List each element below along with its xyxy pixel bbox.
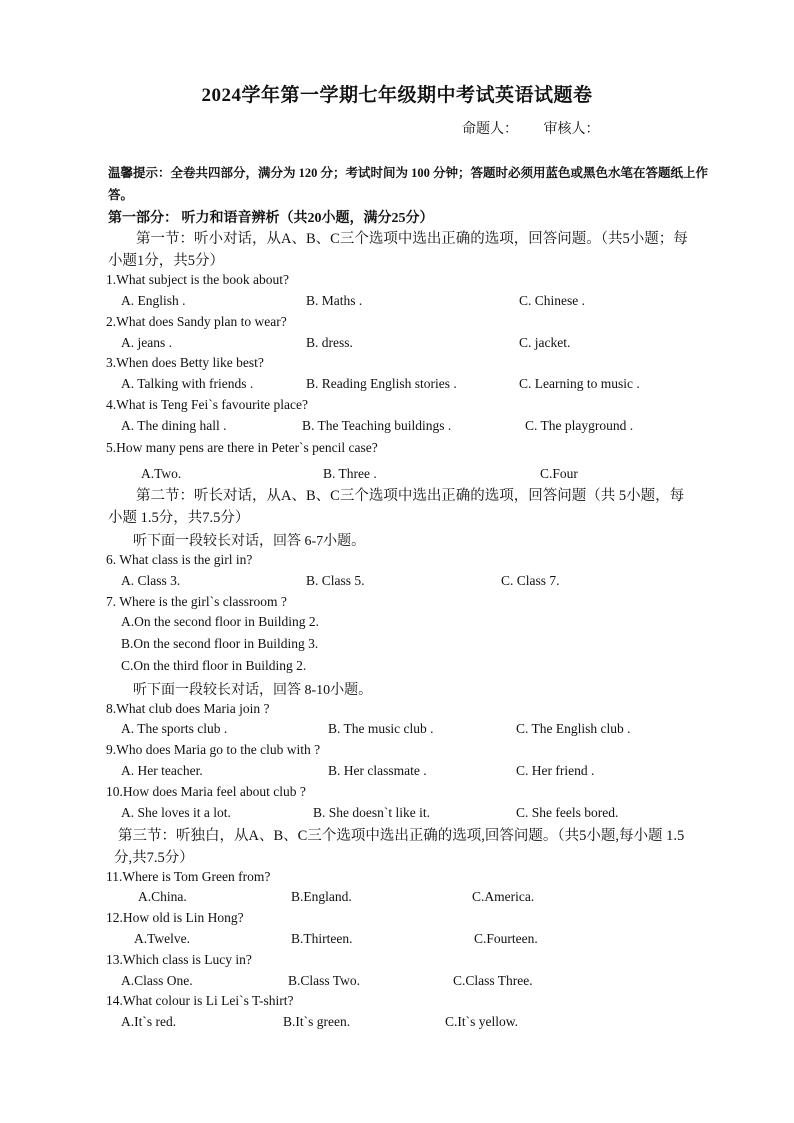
dialogue-note-6-7: 听下面一段较长对话，回答 6-7小题。: [133, 534, 366, 549]
q1-option-a: A. English .: [121, 293, 186, 308]
q7-option-c: C.On the third floor in Building 2.: [121, 658, 307, 673]
q4-option-b: B. The Teaching buildings .: [302, 418, 452, 433]
q5-option-c: C.Four: [540, 466, 578, 481]
q10-option-b: B. She doesn`t like it.: [313, 805, 430, 820]
q9-option-a: A. Her teacher.: [121, 763, 203, 778]
author-line: [462, 118, 622, 138]
q7-option-a: A.On the second floor in Building 2.: [121, 614, 319, 629]
q3-option-c: C. Learning to music .: [519, 376, 640, 391]
q8-option-a: A. The sports club .: [121, 721, 228, 736]
exam-tip: 温馨提示：全卷共四部分，满分为 120 分；考试时间为 100 分钟；答题时必须用蓝色或黑色水笔在答题纸上作答。: [108, 166, 709, 202]
page-title: 2024学年第一学期七年级期中考试英语试题卷: [201, 85, 593, 106]
question-5: 5.How many pens are there in Peter`s pencil case?: [106, 440, 378, 455]
q12-option-a: A.Twelve.: [134, 931, 191, 946]
question-6: 6. What class is the girl in?: [106, 552, 253, 567]
question-2: 2.What does Sandy plan to wear?: [106, 314, 287, 329]
q2-option-b: B. dress.: [306, 335, 353, 350]
q10-option-a: A. She loves it a lot.: [121, 805, 231, 820]
q11-option-a: A.China.: [138, 889, 187, 904]
q10-option-c: C. She feels bored.: [516, 805, 619, 820]
question-7: 7. Where is the girl`s classroom ?: [106, 594, 287, 609]
q14-option-a: A.It`s red.: [121, 1014, 177, 1029]
question-10: 10.How does Maria feel about club ?: [106, 784, 306, 799]
question-12: 12.How old is Lin Hong?: [106, 910, 244, 925]
q6-option-c: C. Class 7.: [501, 573, 560, 588]
q5-option-b: B. Three .: [323, 466, 377, 481]
q8-option-c: C. The English club .: [516, 721, 631, 736]
q13-option-a: A.Class One.: [121, 973, 193, 988]
q4-option-c: C. The playground .: [525, 418, 634, 433]
question-11: 11.Where is Tom Green from?: [106, 869, 271, 884]
q4-option-a: A. The dining hall .: [121, 418, 227, 433]
question-13: 13.Which class is Lucy in?: [106, 952, 252, 967]
q1-option-b: B. Maths .: [306, 293, 363, 308]
section2-instructions: 第二节：听长对话，从A、B、C三个选项中选出正确的选项，回答问题（共 5小题，每小题 1.5分，共7.5分）: [108, 488, 685, 526]
q9-option-c: C. Her friend .: [516, 763, 595, 778]
q11-option-b: B.England.: [291, 889, 352, 904]
q7-option-b: B.On the second floor in Building 3.: [121, 636, 319, 651]
q2-option-a: A. jeans .: [121, 335, 172, 350]
q5-option-a: A.Two.: [141, 466, 182, 481]
q3-option-b: B. Reading English stories .: [306, 376, 457, 391]
dialogue-note-8-10: 听下面一段较长对话，回答 8-10小题。: [133, 683, 373, 698]
q14-option-c: C.It`s yellow.: [445, 1014, 518, 1029]
q6-option-a: A. Class 3.: [121, 573, 181, 588]
question-9: 9.Who does Maria go to the club with ?: [106, 742, 321, 757]
q3-option-a: A. Talking with friends .: [121, 376, 254, 391]
q12-option-b: B.Thirteen.: [291, 931, 353, 946]
question-8: 8.What club does Maria join ?: [106, 701, 270, 716]
section1-instructions: 第一节：听小对话，从A、B、C三个选项中选出正确的选项，回答问题。（共5小题；每小题1分，共5分）: [108, 231, 688, 269]
q2-option-c: C. jacket.: [519, 335, 571, 350]
part1-heading: 第一部分： 听力和语音辨析（共20小题，满分25分）: [108, 211, 434, 226]
q14-option-b: B.It`s green.: [283, 1014, 351, 1029]
q11-option-c: C.America.: [472, 889, 535, 904]
q6-option-b: B. Class 5.: [306, 573, 365, 588]
q9-option-b: B. Her classmate .: [328, 763, 427, 778]
q13-option-c: C.Class Three.: [453, 973, 533, 988]
q8-option-b: B. The music club .: [328, 721, 434, 736]
q13-option-b: B.Class Two.: [288, 973, 360, 988]
question-3: 3.When does Betty like best?: [106, 355, 264, 370]
question-4: 4.What is Teng Fei`s favourite place?: [106, 397, 308, 412]
section3-instructions: 第三节：听独白，从A、B、C三个选项中选出正确的选项,回答问题。（共5小题,每小题 1.5分,共7.5分）: [114, 828, 685, 866]
reviewer-label: 审核人：: [543, 122, 600, 137]
q1-option-c: C. Chinese .: [519, 293, 585, 308]
question-1: 1.What subject is the book about?: [106, 272, 289, 287]
setter-label: 命题人：: [462, 122, 518, 137]
q12-option-c: C.Fourteen.: [474, 931, 538, 946]
question-14: 14.What colour is Li Lei`s T-shirt?: [106, 993, 294, 1008]
